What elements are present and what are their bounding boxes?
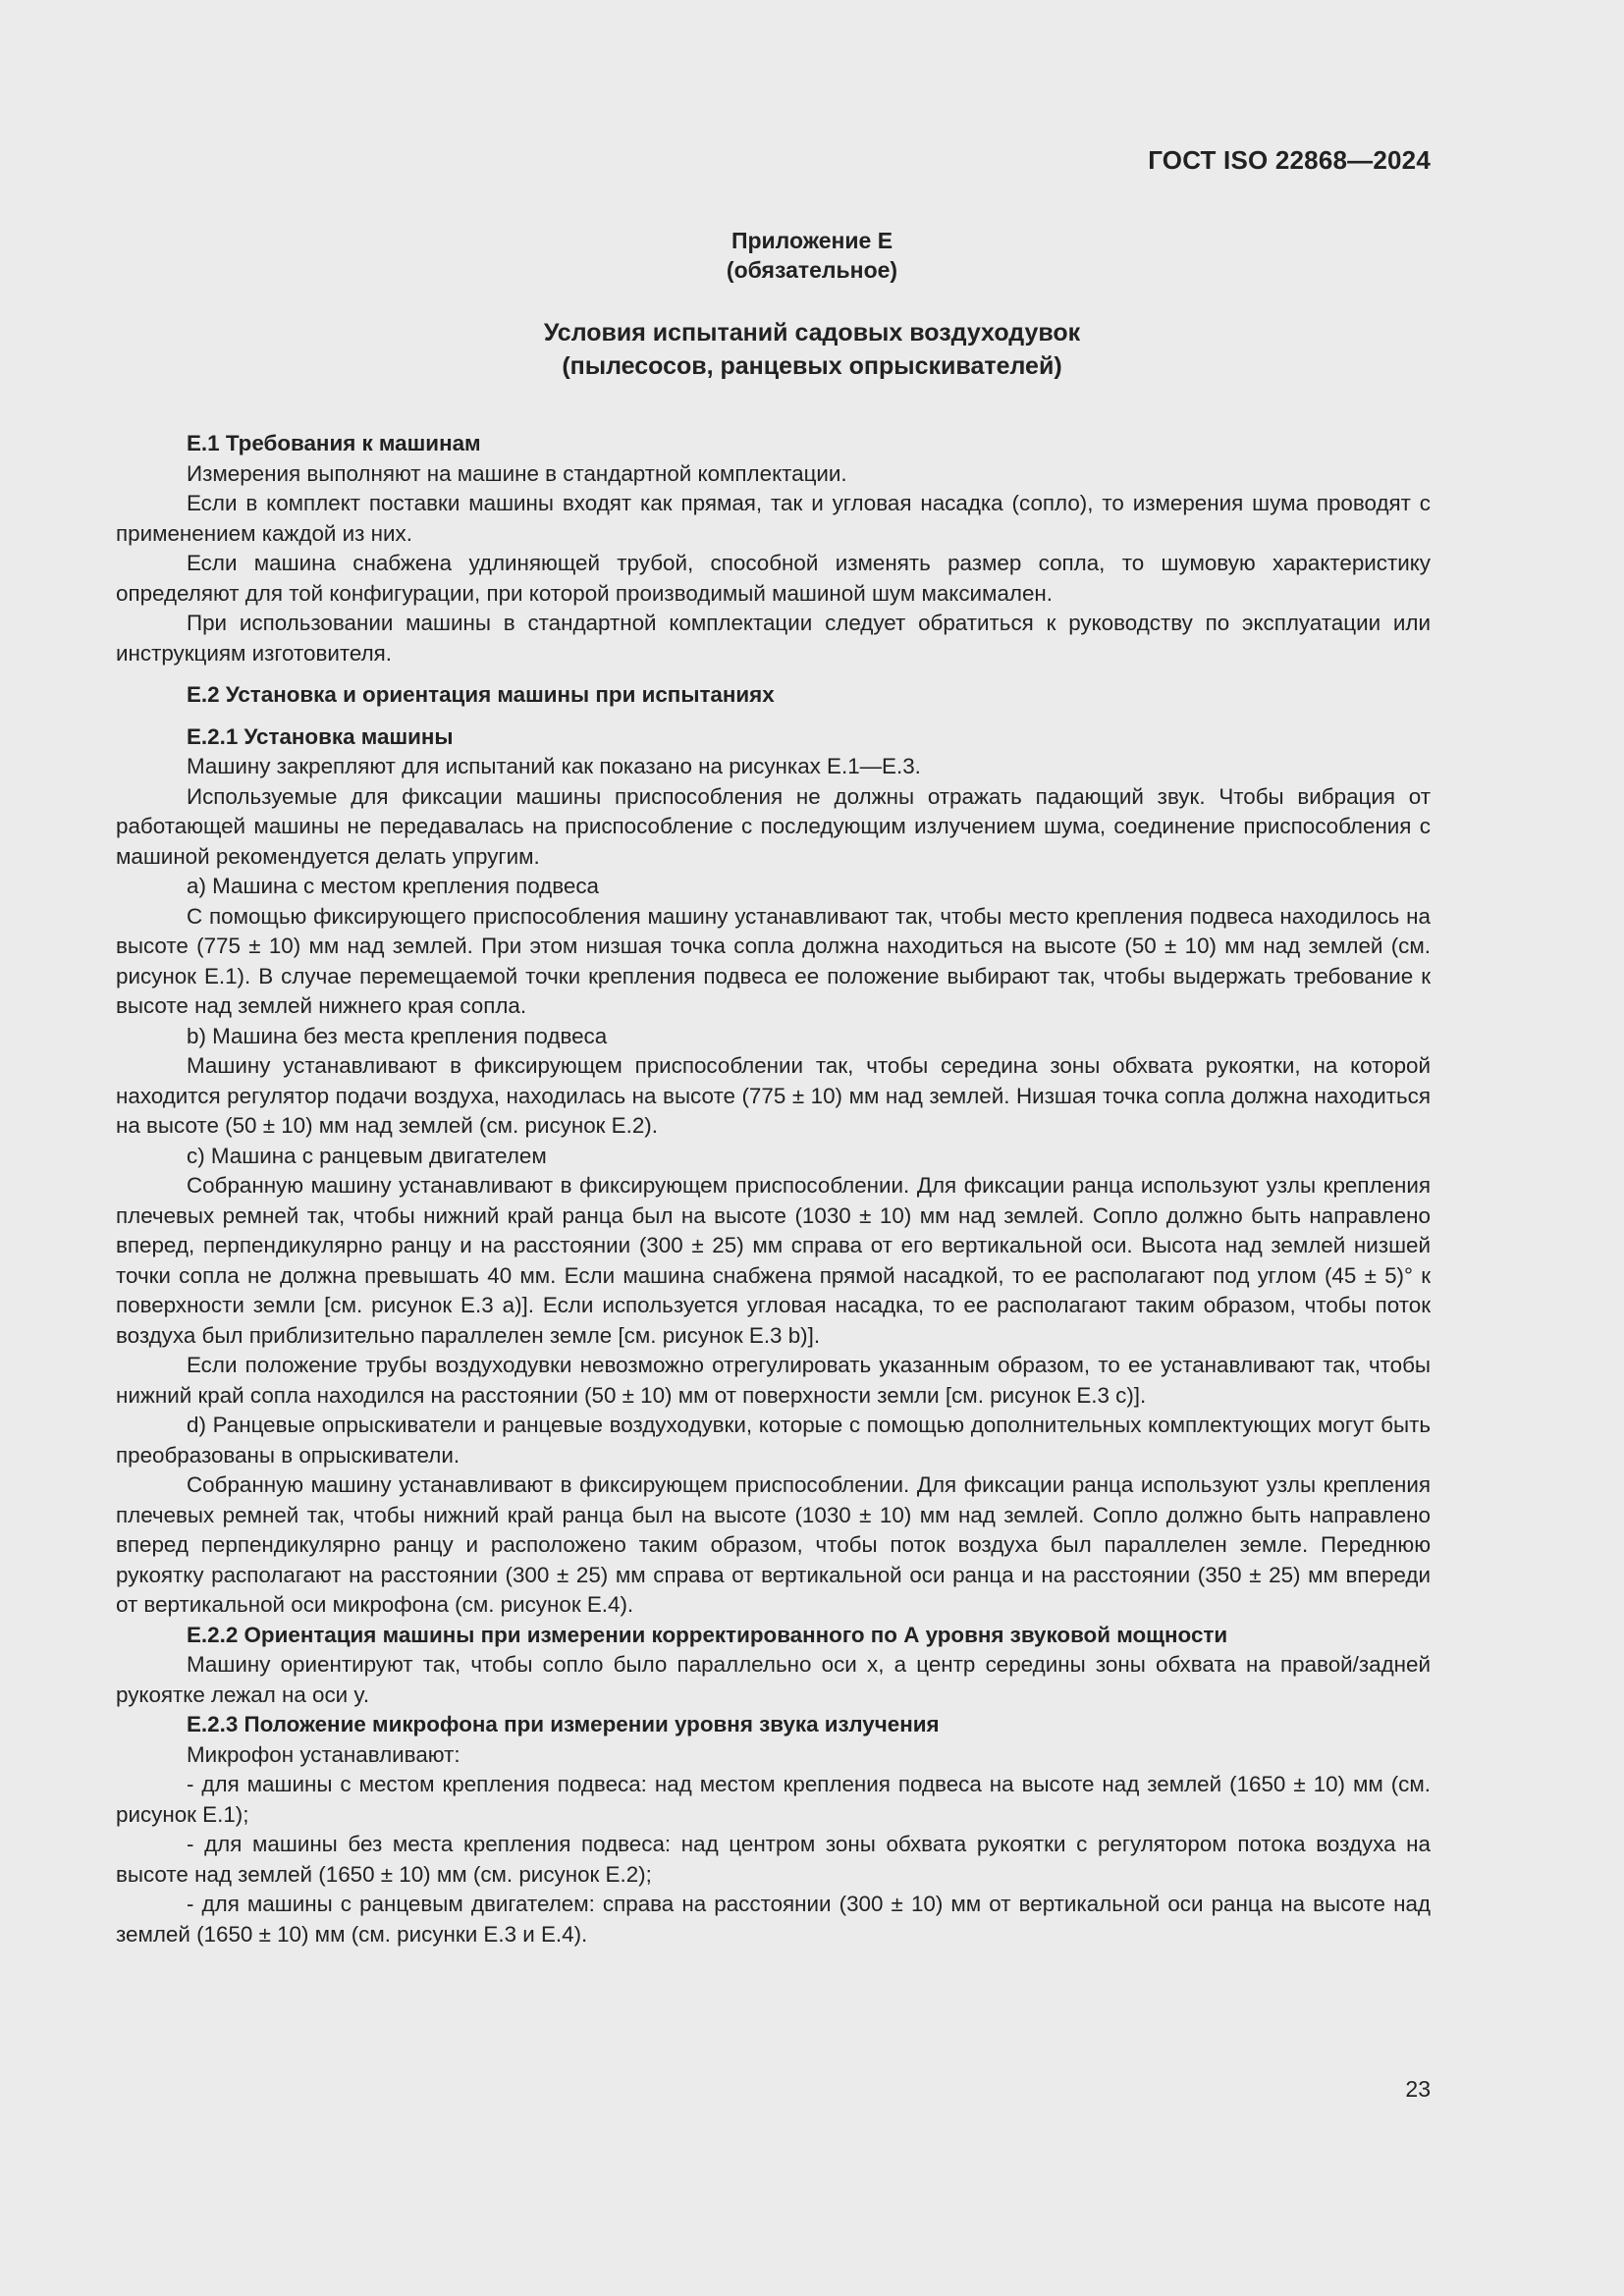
appendix-label: Приложение Е xyxy=(731,228,893,253)
appendix-heading xyxy=(0,226,1624,285)
paragraph: Если положение трубы воздуходувки невозможно отрегулировать указанным образом, то ее устанавливают так, чтобы нижний край сопла находился на расстоянии (50 ± 10) мм от поверхности земли [см. рисунок Е.3 с)]. xyxy=(116,1353,1431,1408)
paragraph: Используемые для фиксации машины приспособления не должны отражать падающий звук. Чтобы вибрация от работающей машины не передавалась на приспособление с последующим излучением шума, соединение приспособления с машиной рекомендуется делать упругим. xyxy=(116,783,1431,869)
appendix-title xyxy=(0,316,1624,383)
list-item-label-d: d) Ранцевые опрыскиватели и ранцевые воздуходувки, которые с помощью дополнительных комплектующих могут быть преобразованы в опрыскиватели. xyxy=(116,1413,1431,1468)
paragraph: Собранную машину устанавливают в фиксирующем приспособлении. Для фиксации ранца используют узлы крепления плечевых ремней так, чтобы нижний край ранца был на высоте (1030 ± 10) мм над землей. Сопло должно быть направлено вперед, перпендикулярно ранцу и на расстоянии (300 ± 25) мм справа от его вертикальной оси. Высота над землей низшей точки сопла не должна превышать 40 мм. Если машина снабжена прямой насадкой, то ее располагают под углом (45 ± 5)° к поверхности земли [см. рисунок Е.3 а)]. Если используется угловая насадка, то ее располагают таким образом, чтобы поток воздуха был приблизительно параллелен земле [см. рисунок Е.3 b)]. xyxy=(116,1173,1431,1348)
paragraph: Машину ориентируют так, чтобы сопло было параллельно оси x, а центр середины зоны обхвата на правой/задней рукоятке лежал на оси y. xyxy=(116,1652,1431,1707)
list-item: - для машины с ранцевым двигателем: справа на расстоянии (300 ± 10) мм от вертикальной оси ранца на высоте над землей (1650 ± 10) мм (см. рисунки Е.3 и Е.4). xyxy=(116,1892,1431,1947)
paragraph: С помощью фиксирующего приспособления машину устанавливают так, чтобы место крепления подвеса находилось на высоте (775 ± 10) мм над землей. При этом низшая точка сопла должна находиться на высоте (50 ± 10) мм над землей (см. рисунок Е.1). В случае перемещаемой точки крепления подвеса ее положение выбирают так, чтобы выдержать требование к высоте над землей нижнего края сопла. xyxy=(116,903,1431,1018)
appendix-status: (обязательное) xyxy=(726,257,898,283)
paragraph: Машину устанавливают в фиксирующем приспособлении так, чтобы середина зоны обхвата рукоятки, на которой находится регулятор подачи воздуха, находилась на высоте (775 ± 10) мм над землей. Низшая точка сопла должна находиться на высоте (50 ± 10) мм над землей (см. рисунок Е.2). xyxy=(116,1053,1431,1138)
section-heading-e2: Е.2 Установка и ориентация машины при испытаниях xyxy=(187,682,775,707)
appendix-title-line1: Условия испытаний садовых воздуходувок xyxy=(543,319,1081,347)
paragraph: Если машина снабжена удлиняющей трубой, способной изменять размер сопла, то шумовую характеристику определяют для той конфигурации, при которой производимый машиной шум максимален. xyxy=(116,551,1431,606)
subsection-heading-e23: Е.2.3 Положение микрофона при измерении уровня звука излучения xyxy=(187,1712,940,1736)
page-number: 23 xyxy=(1405,2076,1431,2102)
paragraph: Измерения выполняют на машине в стандартной комплектации. xyxy=(187,460,847,486)
list-item: - для машины с местом крепления подвеса: над местом крепления подвеса на высоте над землей (1650 ± 10) мм (см. рисунок Е.1); xyxy=(116,1772,1431,1827)
list-item: - для машины без места крепления подвеса: над центром зоны обхвата рукоятки с регулятором потока воздуха на высоте над землей (1650 ± 10) мм (см. рисунок Е.2); xyxy=(116,1832,1431,1887)
list-item-label-c: с) Машина с ранцевым двигателем xyxy=(187,1143,547,1168)
appendix-title-line2: (пылесосов, ранцевых опрыскивателей) xyxy=(562,352,1062,380)
document-body xyxy=(116,429,1431,1949)
list-item-label-b: b) Машина без места крепления подвеса xyxy=(187,1023,608,1048)
paragraph: При использовании машины в стандартной комплектации следует обратиться к руководству по эксплуатации или инструкциям изготовителя. xyxy=(116,611,1431,666)
section-heading-e1: Е.1 Требования к машинам xyxy=(187,431,481,455)
standard-designation: ГОСТ ISO 22868—2024 xyxy=(1148,145,1431,175)
paragraph: Собранную машину устанавливают в фиксирующем приспособлении. Для фиксации ранца используют узлы крепления плечевых ремней так, чтобы нижний край ранца был на высоте (1030 ± 10) мм над землей. Сопло должно быть направлено вперед перпендикулярно ранцу и расположено таким образом, чтобы поток воздуха был параллелен земле. Переднюю рукоятку располагают на расстоянии (300 ± 25) мм справа от вертикальной оси ранца и на расстоянии (350 ± 25) мм впереди от вертикальной оси микрофона (см. рисунок Е.4). xyxy=(116,1472,1431,1617)
list-item-label-a: а) Машина с местом крепления подвеса xyxy=(187,874,599,898)
paragraph: Микрофон устанавливают: xyxy=(187,1741,460,1767)
paragraph: Машину закрепляют для испытаний как показано на рисунках Е.1—Е.3. xyxy=(187,754,921,778)
subsection-heading-e22: Е.2.2 Ориентация машины при измерении корректированного по А уровня звуковой мощности xyxy=(187,1622,1228,1647)
paragraph: Если в комплект поставки машины входят как прямая, так и угловая насадка (сопло), то измерения шума проводят с применением каждой из них. xyxy=(116,491,1431,546)
subsection-heading-e21: Е.2.1 Установка машины xyxy=(187,723,454,749)
